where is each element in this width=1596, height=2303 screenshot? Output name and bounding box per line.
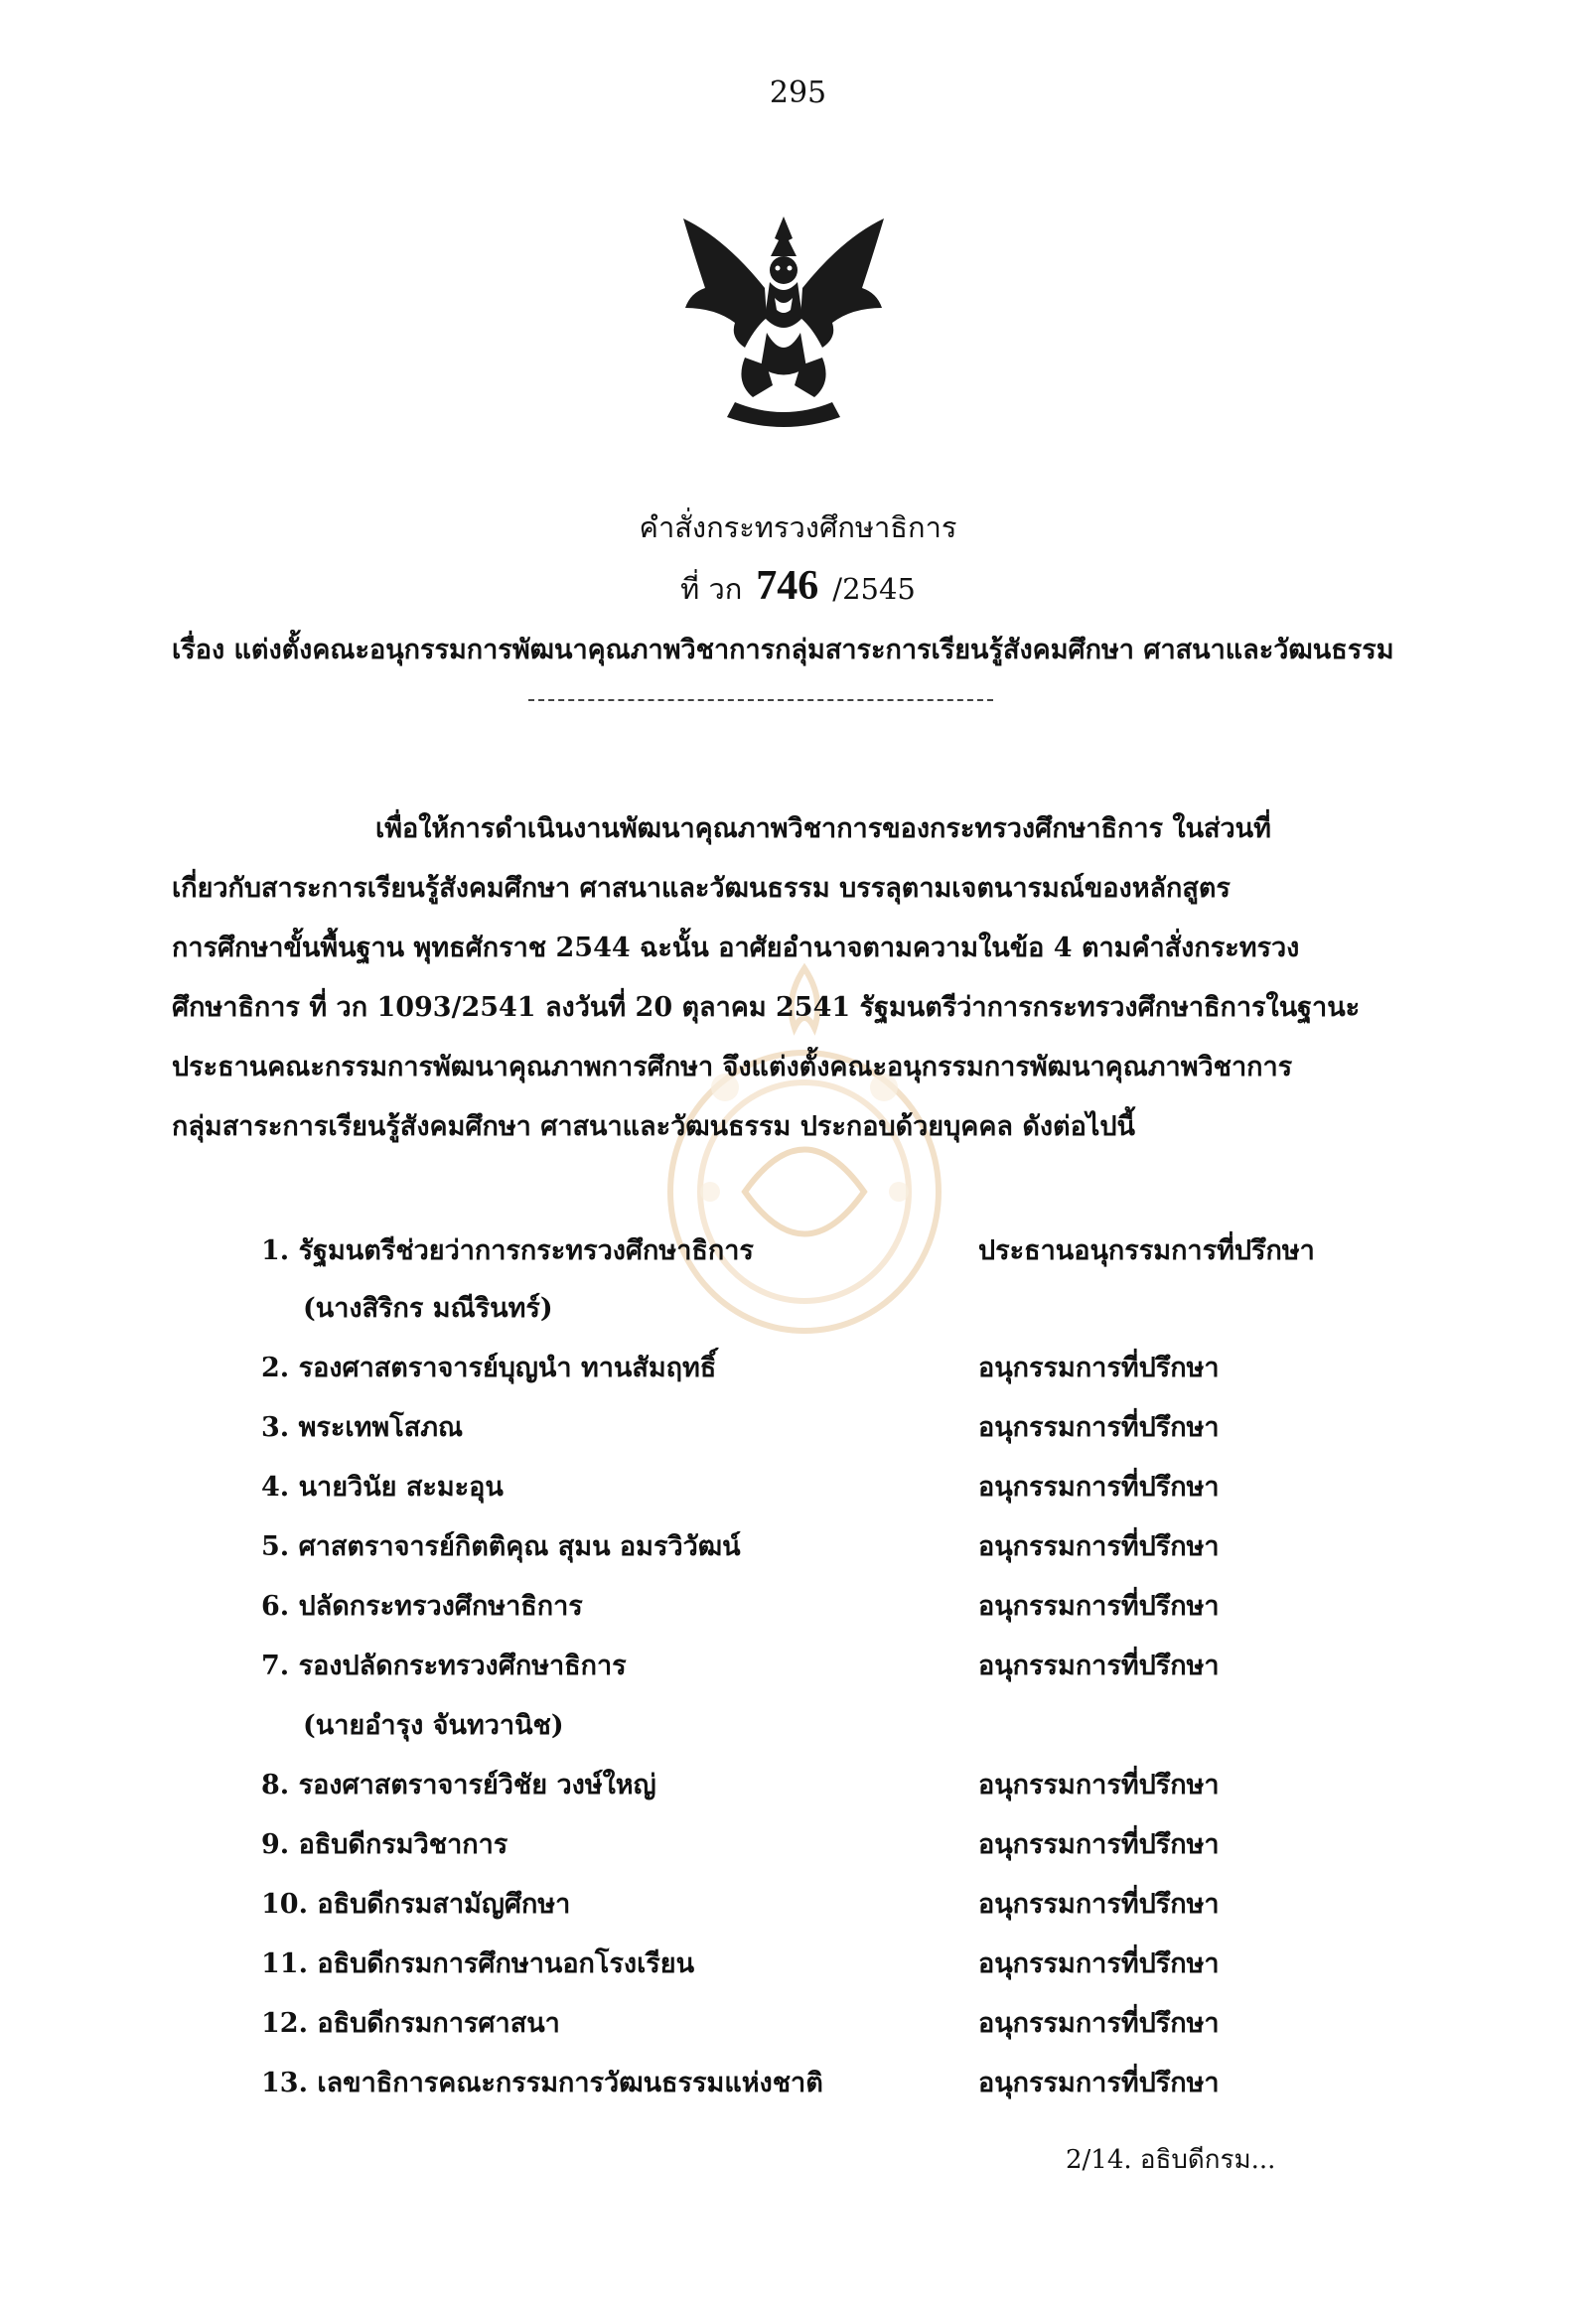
member-role: อนุกรรมการที่ปรึกษา xyxy=(978,1770,1220,1800)
member-role: อนุกรรมการที่ปรึกษา xyxy=(978,1651,1220,1681)
member-item: 1. รัฐมนตรีช่วยว่าการกระทรวงศึกษาธิการ xyxy=(261,1235,754,1266)
body-line-5: ประธานคณะกรรมการพัฒนาคุณภาพการศึกษา จึงแต่งตั้งคณะอนุกรรมการพัฒนาคุณภาพวิชาการ xyxy=(172,1052,1293,1082)
member-role: อนุกรรมการที่ปรึกษา xyxy=(978,1412,1220,1443)
member-item: 6. ปลัดกระทรวงศึกษาธิการ xyxy=(261,1591,583,1622)
order-number: 746 xyxy=(756,563,819,609)
page-number: 295 xyxy=(769,75,827,110)
member-item: 3. พระเทพโสภณ xyxy=(261,1412,464,1443)
member-role: อนุกรรมการที่ปรึกษา xyxy=(978,1472,1220,1503)
member-item: 4. นายวินัย สะมะอุน xyxy=(261,1472,504,1503)
member-subname: (นางสิริกร มณีรินทร์) xyxy=(303,1293,553,1324)
member-item: 9. อธิบดีกรมวิชาการ xyxy=(261,1829,508,1860)
member-role: อนุกรรมการที่ปรึกษา xyxy=(978,1591,1220,1622)
member-role: อนุกรรมการที่ปรึกษา xyxy=(978,1353,1220,1383)
order-number-year: /2545 xyxy=(832,572,916,606)
body-line-1: เพื่อให้การดำเนินงานพัฒนาคุณภาพวิชาการของกระทรวงศึกษาธิการ ในส่วนที่ xyxy=(375,813,1271,844)
member-role: อนุกรรมการที่ปรึกษา xyxy=(978,2008,1220,2039)
member-item: 13. เลขาธิการคณะกรรมการวัฒนธรรมแห่งชาติ xyxy=(261,2068,823,2098)
member-role: อนุกรรมการที่ปรึกษา xyxy=(978,2068,1220,2098)
member-item: 10. อธิบดีกรมสามัญศึกษา xyxy=(261,1889,571,1920)
member-subname: (นายอำรุง จันทวานิช) xyxy=(303,1710,564,1741)
member-item: 11. อธิบดีกรมการศึกษานอกโรงเรียน xyxy=(261,1948,695,1979)
garuda-emblem-icon xyxy=(675,199,892,437)
order-number-line xyxy=(0,562,1596,612)
member-item: 2. รองศาสตราจารย์บุญนำ ทานสัมฤทธิ์ xyxy=(261,1353,717,1383)
order-title: คำสั่งกระทรวงศึกษาธิการ xyxy=(639,510,957,544)
member-item: 7. รองปลัดกระทรวงศึกษาธิการ xyxy=(261,1651,627,1681)
header-divider xyxy=(528,699,993,701)
body-line-4: ศึกษาธิการ ที่ วก 1093/2541 ลงวันที่ 20 ตุลาคม 2541 รัฐมนตรีว่าการกระทรวงศึกษาธิการในฐานะ xyxy=(172,992,1361,1023)
order-number-prefix: ที่ วก xyxy=(680,572,743,606)
member-role: ประธานอนุกรรมการที่ปรึกษา xyxy=(978,1235,1315,1266)
member-item: 12. อธิบดีกรมการศาสนา xyxy=(261,2008,560,2039)
body-line-6: กลุ่มสาระการเรียนรู้สังคมศึกษา ศาสนาและวัฒนธรรม ประกอบด้วยบุคคล ดังต่อไปนี้ xyxy=(172,1111,1135,1142)
order-subject: เรื่อง แต่งตั้งคณะอนุกรรมการพัฒนาคุณภาพวิชาการกลุ่มสาระการเรียนรู้สังคมศึกษา ศาสนาและวัฒนธรรม xyxy=(172,635,1394,665)
body-line-3: การศึกษาขั้นพื้นฐาน พุทธศักราช 2544 ฉะนั้น อาศัยอำนาจตามความในข้อ 4 ตามคำสั่งกระทรวง xyxy=(172,933,1300,963)
member-item: 5. ศาสตราจารย์กิตติคุณ สุมน อมรวิวัฒน์ xyxy=(261,1531,741,1562)
member-item: 8. รองศาสตราจารย์วิชัย วงษ์ใหญ่ xyxy=(261,1770,656,1800)
member-role: อนุกรรมการที่ปรึกษา xyxy=(978,1948,1220,1979)
body-line-2: เกี่ยวกับสาระการเรียนรู้สังคมศึกษา ศาสนาและวัฒนธรรม บรรลุตามเจตนารมณ์ของหลักสูตร xyxy=(172,873,1231,904)
member-role: อนุกรรมการที่ปรึกษา xyxy=(978,1531,1220,1562)
member-role: อนุกรรมการที่ปรึกษา xyxy=(978,1889,1220,1920)
member-role: อนุกรรมการที่ปรึกษา xyxy=(978,1829,1220,1860)
continuation-note: 2/14. อธิบดีกรม... xyxy=(1066,2145,1276,2175)
